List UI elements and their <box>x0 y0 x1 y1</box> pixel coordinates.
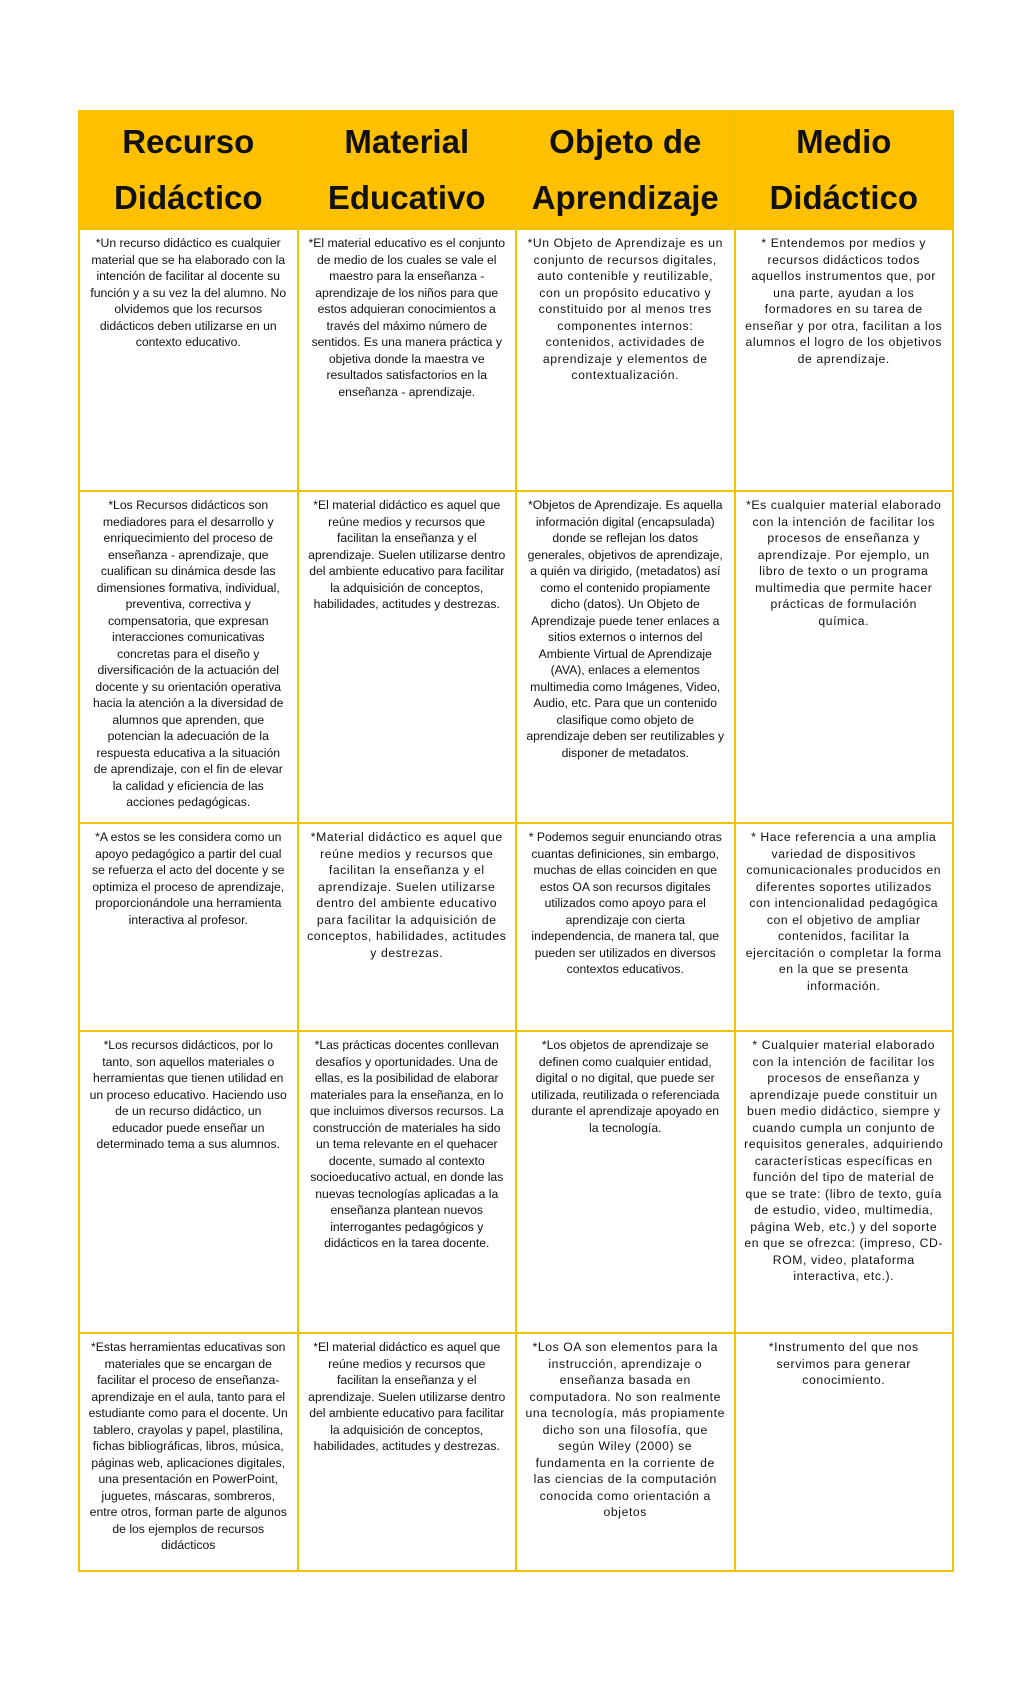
table-cell: *Material didáctico es aquel que reúne medios y recursos que facilitan la enseñanza y el aprendizaje. Suelen utilizarse dentro del ambiente educativo para facilitar la adquisición de conceptos, habilidades, actitudes y destrezas. <box>298 823 517 1031</box>
table-row <box>79 1333 953 1571</box>
table-cell: *Es cualquier material elaborado con la intención de facilitar los procesos de enseñanza y aprendizaje. Por ejemplo, un libro de texto o un programa multimedia que permite hacer prácticas de formulación química. <box>735 491 954 823</box>
header-row <box>79 111 953 229</box>
table-cell: *El material didáctico es aquel que reúne medios y recursos que facilitan la enseñanza y el aprendizaje. Suelen utilizarse dentro del ambiente educativo para facilitar la adquisición de conceptos, habilidades, actitudes y destrezas. <box>298 1333 517 1571</box>
table-cell: *Los recursos didácticos, por lo tanto, son aquellos materiales o herramientas que tienen utilidad en un proceso educativo. Haciendo uso de un recurso didáctico, un educador puede enseñar un determinado tema a sus alumnos. <box>79 1031 298 1333</box>
table-cell: * Entendemos por medios y recursos didácticos todos aquellos instrumentos que, por una parte, ayudan a los formadores en su tarea de enseñar y por otra, facilitan a los alumnos el logro de los objetivos de aprendizaje. <box>735 229 954 491</box>
table-cell: * Cualquier material elaborado con la intención de facilitar los procesos de enseñanza y aprendizaje puede constituir un buen medio didáctico, siempre y cuando cumpla un conjunto de requisitos generales, adquiriendo características específicas en función del tipo de material de que se trate: (libro de texto, guía de estudio, video, multimedia, página Web, etc.) y del soporte en que se ofrezca: (impreso, CD-ROM, video, plataforma interactiva, etc.). <box>735 1031 954 1333</box>
table-cell: *Estas herramientas educativas son materiales que se encargan de facilitar el proceso de enseñanza-aprendizaje en el aula, tanto para el estudiante como para el docente. Un tablero, crayolas y papel, plastilina, fichas bibliográficas, libros, música, páginas web, aplicaciones digitales, una presentación en PowerPoint, juguetes, máscaras, sombreros, entre otros, forman parte de algunos de los ejemplos de recursos didácticos <box>79 1333 298 1571</box>
table-cell: *Los Recursos didácticos son mediadores para el desarrollo y enriquecimiento del proceso de enseñanza - aprendizaje, que cualifican su dinámica desde las dimensiones formativa, individual, preventiva, correctiva y compensatoria, que expresan interacciones comunicativas concretas para el diseño y diversificación de la actuación del docente y su orientación operativa hacia la atención a la diversidad de alumnos que aprenden, que potencian la adecuación de la respuesta educativa a la situación de aprendizaje, con el fin de elevar la calidad y eficiencia de las acciones pedagógicas. <box>79 491 298 823</box>
table-cell: *Instrumento del que nos servimos para generar conocimiento. <box>735 1333 954 1571</box>
table-cell: *El material educativo es el conjunto de medio de los cuales se vale el maestro para la enseñanza - aprendizaje de los niños para que estos adquieran conocimientos a través del máximo número de sentidos. Es una manera práctica y objetiva donde la maestra ve resultados satisfactorios en la enseñanza - aprendizaje. <box>298 229 517 491</box>
table-row <box>79 229 953 491</box>
header-line: Medio <box>796 123 892 160</box>
header-line: Material <box>344 123 470 160</box>
table-cell: * Hace referencia a una amplia variedad de dispositivos comunicacionales producidos en diferentes soportes utilizados con intencionalidad pedagógica con el objetivo de ampliar contenidos, facilitar la ejercitación o completar la forma en la que se presenta información. <box>735 823 954 1031</box>
header-line: Aprendizaje <box>531 179 719 216</box>
column-header-medio-didactico <box>735 111 954 229</box>
header-line: Didáctico <box>769 179 919 216</box>
table-cell: *Un recurso didáctico es cualquier material que se ha elaborado con la intención de facilitar al docente su función y a su vez la del alumno. No olvidemos que los recursos didácticos deben utilizarse en un contexto educativo. <box>79 229 298 491</box>
table-cell: *El material didáctico es aquel que reúne medios y recursos que facilitan la enseñanza y el aprendizaje. Suelen utilizarse dentro del ambiente educativo para facilitar la adquisición de conceptos, habilidades, actitudes y destrezas. <box>298 491 517 823</box>
table-cell: *Las prácticas docentes conllevan desafíos y oportunidades. Una de ellas, es la posibilidad de elaborar materiales para la enseñanza, en lo que incluimos diversos recursos. La construcción de materiales ha sido un tema relevante en el quehacer docente, sumado al contexto socioeducativo actual, en donde las nuevas tecnologías aplicadas a la enseñanza plantean nuevos interrogantes pedagógicos y didácticos en la tarea docente. <box>298 1031 517 1333</box>
table-cell: * Podemos seguir enunciando otras cuantas definiciones, sin embargo, muchas de ellas coinciden en que estos OA son recursos digitales utilizados como apoyo para el aprendizaje con cierta independencia, de manera tal, que pueden ser utilizados en diversos contextos educativos. <box>516 823 735 1031</box>
header-line: Educativo <box>327 179 486 216</box>
table-cell: *A estos se les considera como un apoyo pedagógico a partir del cual se refuerza el acto del docente y se optimiza el proceso de aprendizaje, proporcionándole una herramienta interactiva al profesor. <box>79 823 298 1031</box>
table-cell: *Objetos de Aprendizaje. Es aquella información digital (encapsulada) donde se reflejan los datos generales, objetivos de aprendizaje, a quién va dirigido, (metadatos) así como el contenido propiamente dicho (datos). Un Objeto de Aprendizaje puede tener enlaces a sitios externos o internos del Ambiente Virtual de Aprendizaje (AVA), enlaces a elementos multimedia como Imágenes, Video, Audio, etc. Para que un contenido clasifique como objeto de aprendizaje deben ser reutilizables y disponer de metadatos. <box>516 491 735 823</box>
comparison-table <box>78 110 954 1572</box>
header-line: Recurso <box>122 123 255 160</box>
header-line: Objeto de <box>549 123 702 160</box>
table-cell: *Los objetos de aprendizaje se definen como cualquier entidad, digital o no digital, que puede ser utilizada, reutilizada o referenciada durante el aprendizaje apoyado en la tecnología. <box>516 1031 735 1333</box>
table-cell: *Los OA son elementos para la instrucción, aprendizaje o enseñanza basada en computadora. No son realmente una tecnología, más propiamente dicho son una filosofía, que según Wiley (2000) se fundamenta en la corriente de las ciencias de la computación conocida como orientación a objetos <box>516 1333 735 1571</box>
column-header-material-educativo <box>298 111 517 229</box>
header-line: Didáctico <box>113 179 263 216</box>
table-row <box>79 1031 953 1333</box>
table-row <box>79 491 953 823</box>
table-row <box>79 823 953 1031</box>
comparison-sheet <box>78 110 954 1572</box>
column-header-recurso-didactico <box>79 111 298 229</box>
column-header-objeto-de-aprendizaje <box>516 111 735 229</box>
table-cell: *Un Objeto de Aprendizaje es un conjunto de recursos digitales, auto contenible y reutilizable, con un propósito educativo y constituido por al menos tres componentes internos: contenidos, actividades de aprendizaje y elementos de contextualización. <box>516 229 735 491</box>
